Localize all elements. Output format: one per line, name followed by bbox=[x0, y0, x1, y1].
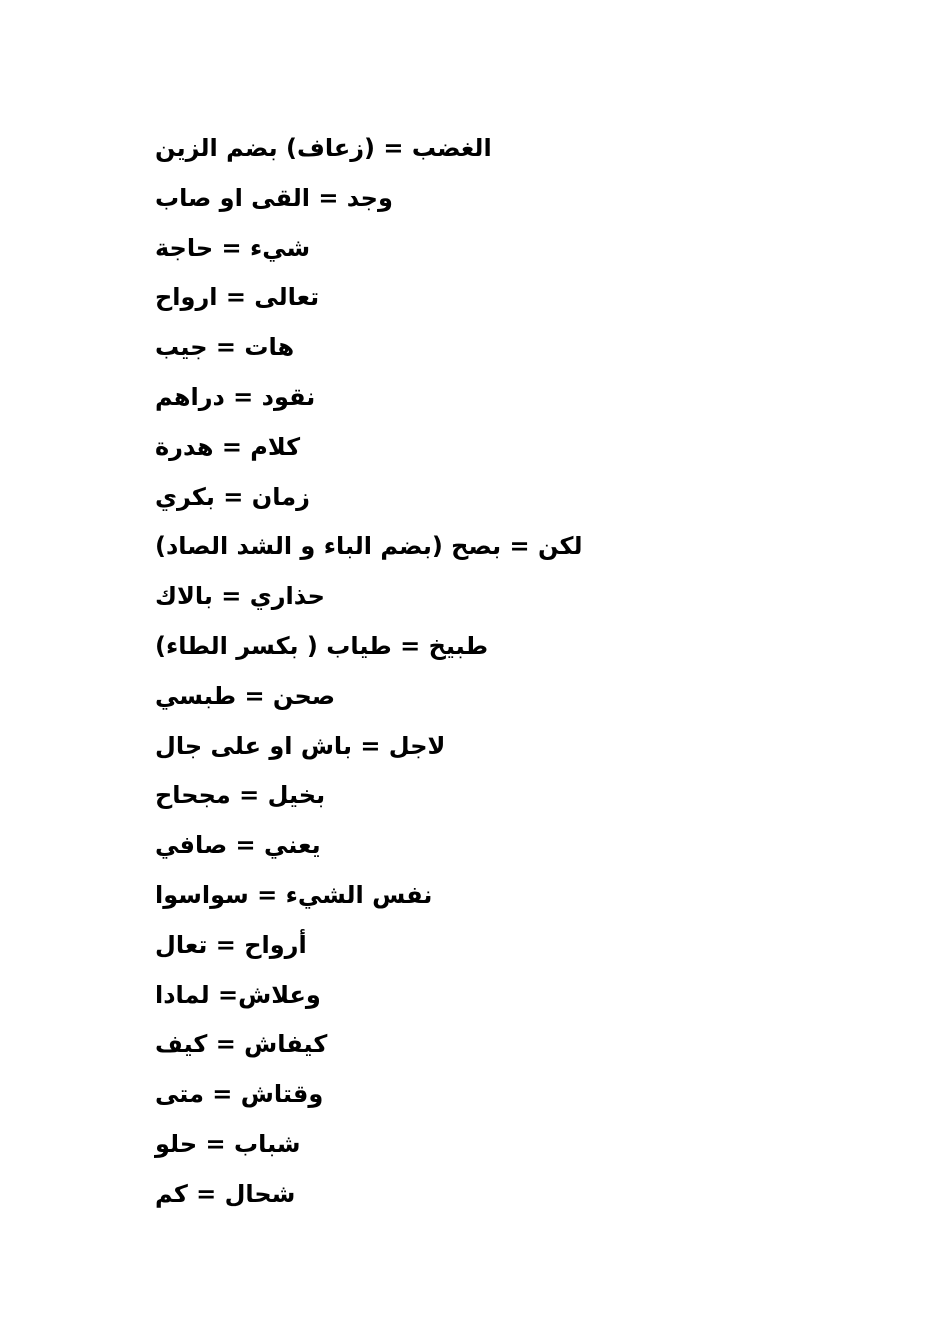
vocabulary-entry: وجد = القى او صاب bbox=[155, 183, 393, 212]
vocabulary-entry: أرواح = تعال bbox=[155, 930, 307, 959]
vocabulary-entry: وعلاش= لمادا bbox=[155, 980, 321, 1009]
vocabulary-entry: طبيخ = طياب ( بكسر الطاء) bbox=[155, 631, 489, 660]
vocabulary-entry: شباب = حلو bbox=[155, 1129, 301, 1158]
vocabulary-entry: كيفاش = كيف bbox=[155, 1030, 328, 1059]
vocabulary-entry: نقود = دراهم bbox=[155, 382, 316, 411]
vocabulary-entry: زمان = بكري bbox=[155, 482, 310, 511]
vocabulary-entry: نفس الشيء = سواسوا bbox=[155, 880, 433, 909]
vocabulary-entry: يعني = صافي bbox=[155, 831, 321, 860]
vocabulary-list bbox=[155, 124, 755, 1220]
vocabulary-entry: لكن = بصح (بضم الباء و الشد الصاد) bbox=[155, 532, 583, 561]
vocabulary-entry: وقتاش = متى bbox=[155, 1080, 324, 1109]
vocabulary-entry: حذاري = بالاك bbox=[155, 582, 325, 611]
vocabulary-entry: بخيل = مجحاح bbox=[155, 781, 326, 810]
vocabulary-entry: تعالى = ارواح bbox=[155, 283, 320, 312]
vocabulary-entry: كلام = هدرة bbox=[155, 432, 301, 461]
vocabulary-entry: صحن = طبسي bbox=[155, 681, 336, 710]
vocabulary-entry: هات = جيب bbox=[155, 333, 295, 362]
vocabulary-entry: شحال = كم bbox=[155, 1179, 296, 1208]
vocabulary-entry: الغضب = (زعاف) بضم الزين bbox=[155, 134, 492, 162]
vocabulary-entry: شيء = حاجة bbox=[155, 233, 311, 262]
vocabulary-entry: لاجل = باش او على جال bbox=[155, 731, 446, 760]
